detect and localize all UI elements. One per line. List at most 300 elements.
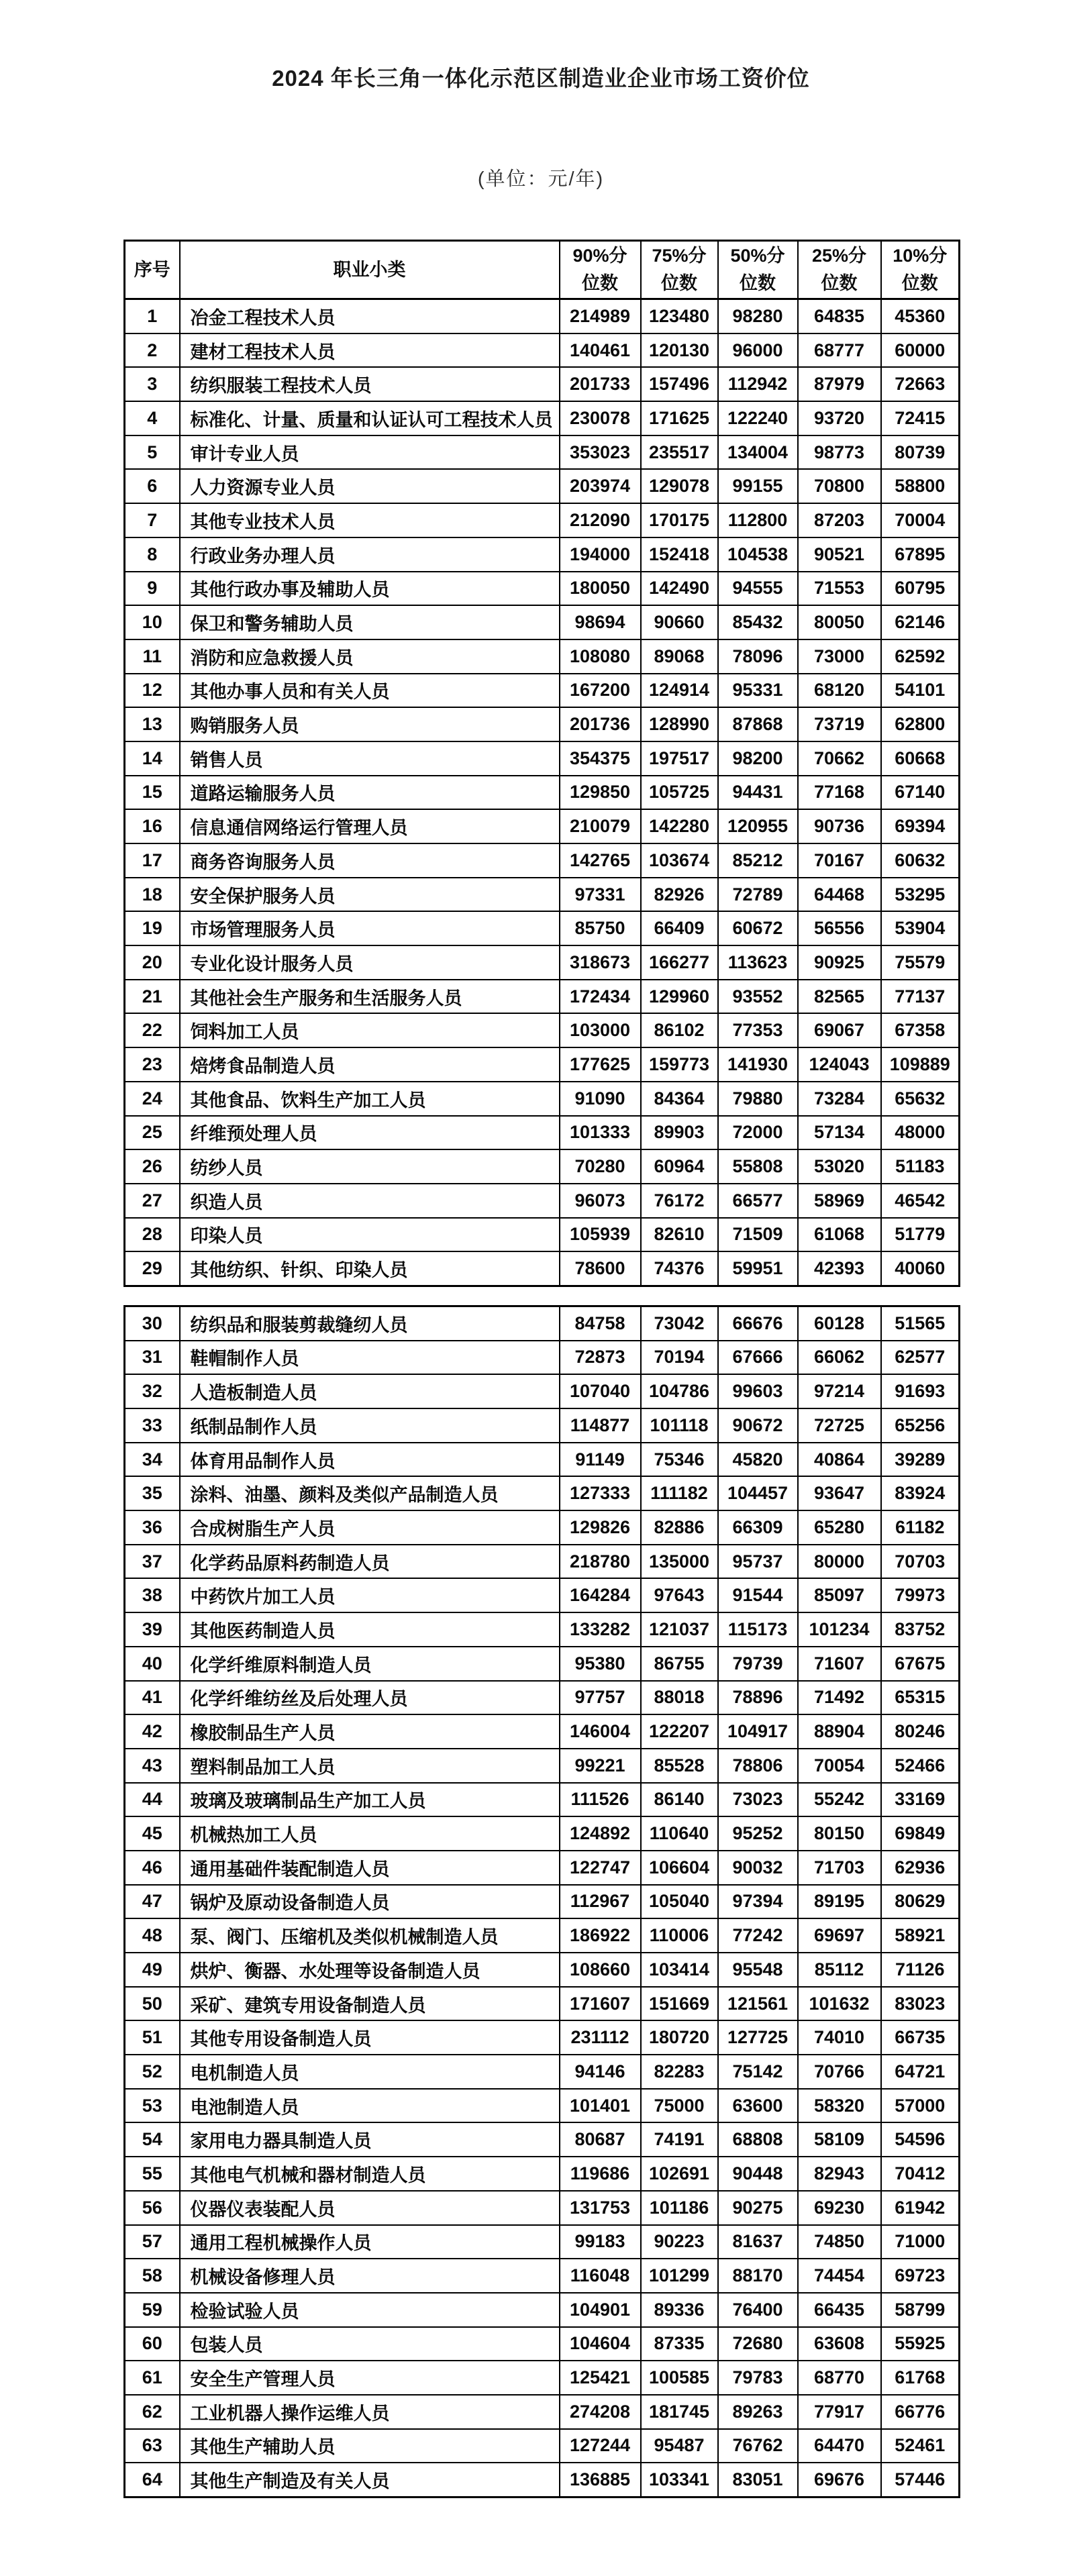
p50-cell: 104538	[718, 537, 798, 572]
p10-cell: 33169	[881, 1783, 960, 1817]
p10-cell: 69394	[881, 809, 960, 843]
p10-cell: 66735	[881, 2020, 960, 2055]
p50-cell: 96000	[718, 333, 798, 368]
p10-cell: 77137	[881, 980, 960, 1014]
p25-cell: 77917	[798, 2395, 881, 2429]
p75-cell: 157496	[641, 367, 718, 401]
occupation-cell: 涂料、油墨、颜料及类似产品制造人员	[180, 1476, 560, 1510]
p25-cell: 70167	[798, 843, 881, 878]
p75-cell: 74191	[641, 2122, 718, 2157]
occupation-cell: 印染人员	[180, 1218, 560, 1252]
p75-cell: 90660	[641, 605, 718, 639]
table-row	[125, 469, 960, 503]
table-row	[125, 333, 960, 368]
p10-cell: 40060	[881, 1251, 960, 1286]
occupation-cell: 家用电力器具制造人员	[180, 2122, 560, 2157]
table-row	[125, 503, 960, 537]
occupation-cell: 化学纤维纺丝及后处理人员	[180, 1681, 560, 1715]
p90-cell: 108080	[560, 639, 641, 674]
p50-cell: 77353	[718, 1013, 798, 1047]
p75-cell: 102691	[641, 2157, 718, 2191]
no-cell: 50	[125, 1987, 180, 2021]
p50-cell: 91544	[718, 1578, 798, 1612]
p50-cell: 90032	[718, 1851, 798, 1885]
no-cell: 1	[125, 299, 180, 333]
p10-cell: 70004	[881, 503, 960, 537]
p75-cell: 70194	[641, 1341, 718, 1375]
p50-cell: 112800	[718, 503, 798, 537]
no-cell: 21	[125, 980, 180, 1014]
p25-cell: 85112	[798, 1953, 881, 1987]
p75-cell: 89903	[641, 1116, 718, 1150]
p25-cell: 66435	[798, 2293, 881, 2327]
no-cell: 58	[125, 2259, 180, 2293]
no-cell: 4	[125, 401, 180, 435]
p10-cell: 57000	[881, 2089, 960, 2123]
occupation-cell: 信息通信网络运行管理人员	[180, 809, 560, 843]
no-cell: 12	[125, 674, 180, 708]
header-row	[125, 241, 960, 299]
occupation-cell: 电池制造人员	[180, 2089, 560, 2123]
p90-cell: 146004	[560, 1714, 641, 1749]
p10-cell: 70703	[881, 1545, 960, 1579]
no-cell: 16	[125, 809, 180, 843]
p50-cell: 79880	[718, 1082, 798, 1116]
occupation-cell: 人力资源专业人员	[180, 469, 560, 503]
p10-cell: 60632	[881, 843, 960, 878]
p75-cell: 122207	[641, 1714, 718, 1749]
no-cell: 29	[125, 1251, 180, 1286]
p90-cell: 164284	[560, 1578, 641, 1612]
p90-cell: 72873	[560, 1341, 641, 1375]
wage-tables	[123, 240, 958, 2498]
table-row	[125, 2327, 960, 2361]
p25-cell: 98773	[798, 435, 881, 470]
p75-cell: 97643	[641, 1578, 718, 1612]
p75-cell: 180720	[641, 2020, 718, 2055]
table-row	[125, 980, 960, 1014]
occupation-cell: 机械热加工人员	[180, 1816, 560, 1851]
p90-cell: 70280	[560, 1149, 641, 1184]
p50-cell: 85432	[718, 605, 798, 639]
p90-cell: 354375	[560, 741, 641, 776]
p50-cell: 134004	[718, 435, 798, 470]
table-row	[125, 1681, 960, 1715]
p25-cell: 73000	[798, 639, 881, 674]
no-cell: 7	[125, 503, 180, 537]
table-row	[125, 2429, 960, 2463]
col-header-p25: 25%分 位数	[798, 241, 881, 299]
occupation-cell: 保卫和警务辅助人员	[180, 605, 560, 639]
no-cell: 5	[125, 435, 180, 470]
p90-cell: 105939	[560, 1218, 641, 1252]
p50-cell: 97394	[718, 1885, 798, 1919]
p25-cell: 72725	[798, 1408, 881, 1443]
occupation-cell: 纺织品和服装剪裁缝纫人员	[180, 1306, 560, 1340]
p10-cell: 62592	[881, 639, 960, 674]
no-cell: 32	[125, 1374, 180, 1408]
p50-cell: 94431	[718, 776, 798, 810]
occupation-cell: 专业化设计服务人员	[180, 945, 560, 980]
table-row	[125, 1374, 960, 1408]
p90-cell: 201736	[560, 707, 641, 741]
p90-cell: 218780	[560, 1545, 641, 1579]
table-row	[125, 2259, 960, 2293]
p25-cell: 80000	[798, 1545, 881, 1579]
no-cell: 43	[125, 1749, 180, 1783]
table-row	[125, 367, 960, 401]
p10-cell: 58799	[881, 2293, 960, 2327]
no-cell: 28	[125, 1218, 180, 1252]
table-row	[125, 1953, 960, 1987]
p50-cell: 66676	[718, 1306, 798, 1340]
p25-cell: 40864	[798, 1443, 881, 1477]
p90-cell: 142765	[560, 843, 641, 878]
p50-cell: 66577	[718, 1184, 798, 1218]
occupation-cell: 其他纺织、针织、印染人员	[180, 1251, 560, 1286]
p25-cell: 64470	[798, 2429, 881, 2463]
table-row	[125, 1578, 960, 1612]
occupation-cell: 纺织服装工程技术人员	[180, 367, 560, 401]
p90-cell: 103000	[560, 1013, 641, 1047]
no-cell: 47	[125, 1885, 180, 1919]
p25-cell: 71492	[798, 1681, 881, 1715]
p10-cell: 65256	[881, 1408, 960, 1443]
p90-cell: 353023	[560, 435, 641, 470]
p90-cell: 119686	[560, 2157, 641, 2191]
p10-cell: 83752	[881, 1612, 960, 1647]
p90-cell: 91149	[560, 1443, 641, 1477]
occupation-cell: 其他生产制造及有关人员	[180, 2463, 560, 2497]
p10-cell: 67675	[881, 1647, 960, 1681]
p10-cell: 69849	[881, 1816, 960, 1851]
no-cell: 30	[125, 1306, 180, 1340]
no-cell: 10	[125, 605, 180, 639]
p75-cell: 103674	[641, 843, 718, 878]
p90-cell: 210079	[560, 809, 641, 843]
p50-cell: 99603	[718, 1374, 798, 1408]
p10-cell: 61768	[881, 2361, 960, 2395]
p75-cell: 66409	[641, 911, 718, 945]
p50-cell: 45820	[718, 1443, 798, 1477]
no-cell: 8	[125, 537, 180, 572]
p90-cell: 116048	[560, 2259, 641, 2293]
table-row	[125, 2395, 960, 2429]
p75-cell: 197517	[641, 741, 718, 776]
no-cell: 54	[125, 2122, 180, 2157]
occupation-cell: 消防和应急救援人员	[180, 639, 560, 674]
p25-cell: 82943	[798, 2157, 881, 2191]
p25-cell: 70054	[798, 1749, 881, 1783]
p50-cell: 95252	[718, 1816, 798, 1851]
p50-cell: 66309	[718, 1510, 798, 1545]
p90-cell: 171607	[560, 1987, 641, 2021]
p10-cell: 67358	[881, 1013, 960, 1047]
p25-cell: 56556	[798, 911, 881, 945]
table-row	[125, 776, 960, 810]
table-row	[125, 299, 960, 333]
p75-cell: 103414	[641, 1953, 718, 1987]
table-row	[125, 1510, 960, 1545]
p50-cell: 90448	[718, 2157, 798, 2191]
no-cell: 60	[125, 2327, 180, 2361]
p75-cell: 105040	[641, 1885, 718, 1919]
no-cell: 11	[125, 639, 180, 674]
p25-cell: 90736	[798, 809, 881, 843]
no-cell: 26	[125, 1149, 180, 1184]
p90-cell: 127244	[560, 2429, 641, 2463]
p50-cell: 55808	[718, 1149, 798, 1184]
p90-cell: 91090	[560, 1082, 641, 1116]
p25-cell: 58969	[798, 1184, 881, 1218]
p25-cell: 80050	[798, 605, 881, 639]
table-section-gap	[123, 1287, 958, 1305]
p50-cell: 98280	[718, 299, 798, 333]
p90-cell: 96073	[560, 1184, 641, 1218]
p90-cell: 201733	[560, 367, 641, 401]
p10-cell: 60668	[881, 741, 960, 776]
p90-cell: 133282	[560, 1612, 641, 1647]
occupation-cell: 销售人员	[180, 741, 560, 776]
p75-cell: 142490	[641, 572, 718, 606]
p75-cell: 75000	[641, 2089, 718, 2123]
occupation-cell: 橡胶制品生产人员	[180, 1714, 560, 1749]
document-content	[123, 67, 958, 2498]
p75-cell: 100585	[641, 2361, 718, 2395]
no-cell: 63	[125, 2429, 180, 2463]
p90-cell: 97331	[560, 878, 641, 912]
p10-cell: 65632	[881, 1082, 960, 1116]
p10-cell: 54596	[881, 2122, 960, 2157]
p25-cell: 88904	[798, 1714, 881, 1749]
col-header-p90: 90%分 位数	[560, 241, 641, 299]
table-row	[125, 1251, 960, 1286]
p90-cell: 101401	[560, 2089, 641, 2123]
p50-cell: 78096	[718, 639, 798, 674]
p75-cell: 76172	[641, 1184, 718, 1218]
occupation-cell: 玻璃及玻璃制品生产加工人员	[180, 1783, 560, 1817]
p10-cell: 72415	[881, 401, 960, 435]
no-cell: 61	[125, 2361, 180, 2395]
table-row	[125, 674, 960, 708]
p50-cell: 60672	[718, 911, 798, 945]
p90-cell: 124892	[560, 1816, 641, 1851]
table-row	[125, 2225, 960, 2259]
occupation-cell: 其他专业技术人员	[180, 503, 560, 537]
p25-cell: 90925	[798, 945, 881, 980]
p75-cell: 101118	[641, 1408, 718, 1443]
p50-cell: 81637	[718, 2225, 798, 2259]
occupation-cell: 其他食品、饮料生产加工人员	[180, 1082, 560, 1116]
p10-cell: 58800	[881, 469, 960, 503]
p25-cell: 69230	[798, 2191, 881, 2225]
table-row	[125, 1184, 960, 1218]
p75-cell: 89068	[641, 639, 718, 674]
no-cell: 9	[125, 572, 180, 606]
p90-cell: 108660	[560, 1953, 641, 1987]
p25-cell: 71703	[798, 1851, 881, 1885]
table-row	[125, 401, 960, 435]
p75-cell: 120130	[641, 333, 718, 368]
p75-cell: 142280	[641, 809, 718, 843]
table-row	[125, 741, 960, 776]
occupation-cell: 其他医药制造人员	[180, 1612, 560, 1647]
no-cell: 37	[125, 1545, 180, 1579]
p25-cell: 71553	[798, 572, 881, 606]
p75-cell: 110640	[641, 1816, 718, 1851]
p90-cell: 172434	[560, 980, 641, 1014]
p90-cell: 112967	[560, 1885, 641, 1919]
p75-cell: 85528	[641, 1749, 718, 1783]
table-row	[125, 1851, 960, 1885]
p75-cell: 82926	[641, 878, 718, 912]
col-header-p50: 50%分 位数	[718, 241, 798, 299]
p75-cell: 235517	[641, 435, 718, 470]
p25-cell: 63608	[798, 2327, 881, 2361]
p75-cell: 87335	[641, 2327, 718, 2361]
no-cell: 46	[125, 1851, 180, 1885]
p10-cell: 72663	[881, 367, 960, 401]
table-row	[125, 1306, 960, 1340]
p50-cell: 72789	[718, 878, 798, 912]
occupation-cell: 中药饮片加工人员	[180, 1578, 560, 1612]
p10-cell: 48000	[881, 1116, 960, 1150]
p75-cell: 86755	[641, 1647, 718, 1681]
occupation-cell: 其他行政办事及辅助人员	[180, 572, 560, 606]
p10-cell: 51183	[881, 1149, 960, 1184]
table-row	[125, 2463, 960, 2497]
table-row	[125, 2191, 960, 2225]
p75-cell: 90223	[641, 2225, 718, 2259]
p75-cell: 86140	[641, 1783, 718, 1817]
p90-cell: 136885	[560, 2463, 641, 2497]
p25-cell: 70766	[798, 2055, 881, 2089]
no-cell: 6	[125, 469, 180, 503]
p10-cell: 109889	[881, 1047, 960, 1082]
table-row	[125, 572, 960, 606]
p25-cell: 74850	[798, 2225, 881, 2259]
p25-cell: 55242	[798, 1783, 881, 1817]
table-row	[125, 1149, 960, 1184]
no-cell: 39	[125, 1612, 180, 1647]
p50-cell: 95737	[718, 1545, 798, 1579]
page-title: 2024 年长三角一体化示范区制造业企业市场工资价位	[272, 66, 810, 91]
p75-cell: 73042	[641, 1306, 718, 1340]
p10-cell: 55925	[881, 2327, 960, 2361]
no-cell: 18	[125, 878, 180, 912]
no-cell: 25	[125, 1116, 180, 1150]
no-cell: 44	[125, 1783, 180, 1817]
occupation-cell: 化学药品原料药制造人员	[180, 1545, 560, 1579]
p75-cell: 101186	[641, 2191, 718, 2225]
p50-cell: 75142	[718, 2055, 798, 2089]
p10-cell: 83924	[881, 1476, 960, 1510]
no-cell: 57	[125, 2225, 180, 2259]
p75-cell: 151669	[641, 1987, 718, 2021]
p75-cell: 166277	[641, 945, 718, 980]
p10-cell: 51779	[881, 1218, 960, 1252]
p90-cell: 111526	[560, 1783, 641, 1817]
no-cell: 34	[125, 1443, 180, 1477]
no-cell: 24	[125, 1082, 180, 1116]
table-row	[125, 1647, 960, 1681]
p10-cell: 52461	[881, 2429, 960, 2463]
p75-cell: 75346	[641, 1443, 718, 1477]
occupation-cell: 行政业务办理人员	[180, 537, 560, 572]
p90-cell: 177625	[560, 1047, 641, 1082]
p75-cell: 135000	[641, 1545, 718, 1579]
p25-cell: 97214	[798, 1374, 881, 1408]
no-cell: 19	[125, 911, 180, 945]
p90-cell: 122747	[560, 1851, 641, 1885]
p90-cell: 212090	[560, 503, 641, 537]
p25-cell: 93720	[798, 401, 881, 435]
p90-cell: 203974	[560, 469, 641, 503]
p50-cell: 87868	[718, 707, 798, 741]
p50-cell: 59951	[718, 1251, 798, 1286]
occupation-cell: 鞋帽制作人员	[180, 1341, 560, 1375]
p25-cell: 74454	[798, 2259, 881, 2293]
p90-cell: 131753	[560, 2191, 641, 2225]
p50-cell: 63600	[718, 2089, 798, 2123]
p50-cell: 104917	[718, 1714, 798, 1749]
p25-cell: 65280	[798, 1510, 881, 1545]
p90-cell: 129850	[560, 776, 641, 810]
p75-cell: 129960	[641, 980, 718, 1014]
p10-cell: 71126	[881, 1953, 960, 1987]
table-row	[125, 435, 960, 470]
p25-cell: 64835	[798, 299, 881, 333]
table-row	[125, 1116, 960, 1150]
no-cell: 42	[125, 1714, 180, 1749]
table-row	[125, 1816, 960, 1851]
table-row	[125, 1218, 960, 1252]
occupation-cell: 通用工程机械操作人员	[180, 2225, 560, 2259]
p90-cell: 127333	[560, 1476, 641, 1510]
p50-cell: 72000	[718, 1116, 798, 1150]
p90-cell: 125421	[560, 2361, 641, 2395]
no-cell: 17	[125, 843, 180, 878]
p75-cell: 88018	[641, 1681, 718, 1715]
table-row	[125, 2122, 960, 2157]
no-cell: 35	[125, 1476, 180, 1510]
table-row	[125, 911, 960, 945]
p75-cell: 104786	[641, 1374, 718, 1408]
p25-cell: 53020	[798, 1149, 881, 1184]
p75-cell: 181745	[641, 2395, 718, 2429]
p50-cell: 77242	[718, 1918, 798, 1953]
occupation-cell: 采矿、建筑专用设备制造人员	[180, 1987, 560, 2021]
p25-cell: 69067	[798, 1013, 881, 1047]
occupation-cell: 塑料制品加工人员	[180, 1749, 560, 1783]
table-row	[125, 1749, 960, 1783]
p90-cell: 99183	[560, 2225, 641, 2259]
p90-cell: 186922	[560, 1918, 641, 1953]
occupation-cell: 机械设备修理人员	[180, 2259, 560, 2293]
p10-cell: 39289	[881, 1443, 960, 1477]
no-cell: 62	[125, 2395, 180, 2429]
p90-cell: 80687	[560, 2122, 641, 2157]
p10-cell: 62936	[881, 1851, 960, 1885]
p10-cell: 70412	[881, 2157, 960, 2191]
p50-cell: 72680	[718, 2327, 798, 2361]
table-row	[125, 878, 960, 912]
no-cell: 20	[125, 945, 180, 980]
p50-cell: 79783	[718, 2361, 798, 2395]
p75-cell: 110006	[641, 1918, 718, 1953]
p25-cell: 68777	[798, 333, 881, 368]
no-cell: 13	[125, 707, 180, 741]
